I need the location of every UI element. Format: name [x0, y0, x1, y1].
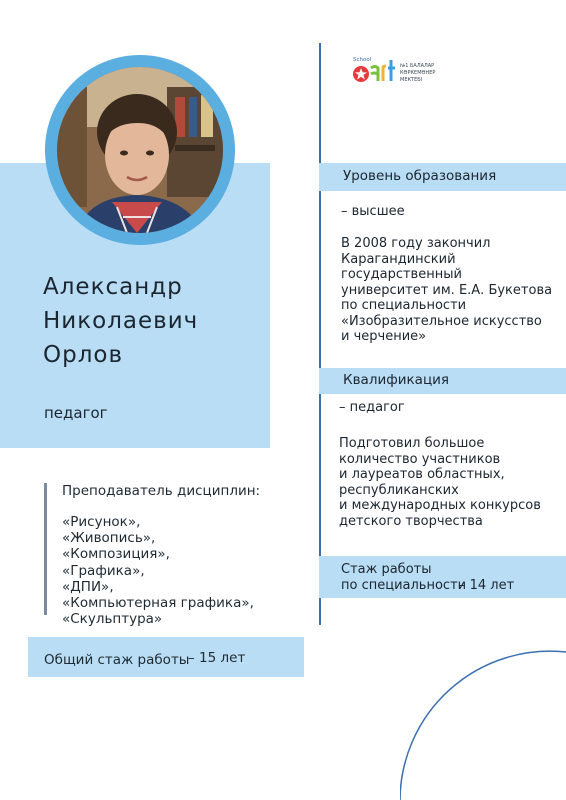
discipline-item: «Живопись», [62, 530, 156, 547]
specialty-experience-label-line2: по специальности [341, 578, 467, 593]
name-last: Орлов [43, 342, 124, 368]
vertical-divider [319, 43, 321, 625]
qualification-desc-line: количество участников [339, 451, 501, 467]
decorative-arc [400, 650, 566, 800]
logo-letter-a-icon [371, 67, 378, 82]
disciplines-accent-bar [44, 483, 47, 615]
qualification-desc-line: Подготовил большое [339, 436, 485, 451]
discipline-item: «Графика», [62, 562, 145, 579]
profile-photo [57, 67, 223, 233]
discipline-item: «Скульптура» [62, 611, 163, 628]
logo-school-text: School [353, 57, 372, 63]
qualification-desc-line: и международных конкурсов [339, 498, 541, 513]
name-first: Александр [43, 274, 183, 300]
education-level: – высшее [341, 204, 405, 219]
education-title: Уровень образования [343, 168, 497, 184]
qualification-desc-line: детского творчества [339, 513, 483, 529]
qualification-level: – педагог [339, 400, 405, 415]
logo-line3: МЕКТЕБІ [400, 77, 423, 83]
discipline-item: «Рисунок», [62, 514, 141, 530]
education-desc-line: «Изобразительное искусство [341, 313, 542, 329]
education-desc-line: Карагандинский [341, 251, 456, 267]
qualification-desc-line: и лауреатов областных, [339, 467, 505, 482]
education-desc-line: по специальности [341, 298, 467, 313]
logo-line1: №1 БАЛАЛАР [400, 63, 435, 69]
education-description [341, 236, 552, 345]
discipline-item: «ДПИ», [62, 578, 114, 595]
disciplines-title: Преподаватель дисциплин: [62, 483, 261, 499]
discipline-item: «Композиция», [62, 546, 170, 563]
person-role: педагог [44, 404, 108, 422]
name-patronymic: Николаевич [43, 308, 199, 334]
education-desc-line: В 2008 году закончил [341, 236, 491, 251]
total-experience-value: – 15 лет [188, 650, 246, 666]
logo-letter-r-icon [383, 66, 386, 81]
education-desc-line: и черчение» [341, 329, 427, 344]
discipline-item: «Компьютерная графика», [62, 595, 254, 612]
qualification-description [339, 436, 541, 529]
person-name [43, 270, 198, 372]
education-desc-line: государственный [341, 267, 462, 282]
specialty-experience-label-line1: Стаж работы [341, 562, 432, 577]
school-logo [352, 54, 452, 90]
disciplines-list [62, 514, 254, 627]
education-desc-line: университет им. Е.А. Букетова [341, 282, 553, 298]
total-experience-label: Общий стаж работы [44, 652, 190, 668]
qualification-desc-line: республиканских [339, 482, 459, 498]
specialty-experience-value: – 14 лет [459, 578, 515, 593]
logo-line2: КӨРКЕМӨНЕР [400, 70, 436, 76]
logo-letter-t-icon [388, 60, 395, 81]
qualification-title: Квалификация [343, 372, 450, 388]
